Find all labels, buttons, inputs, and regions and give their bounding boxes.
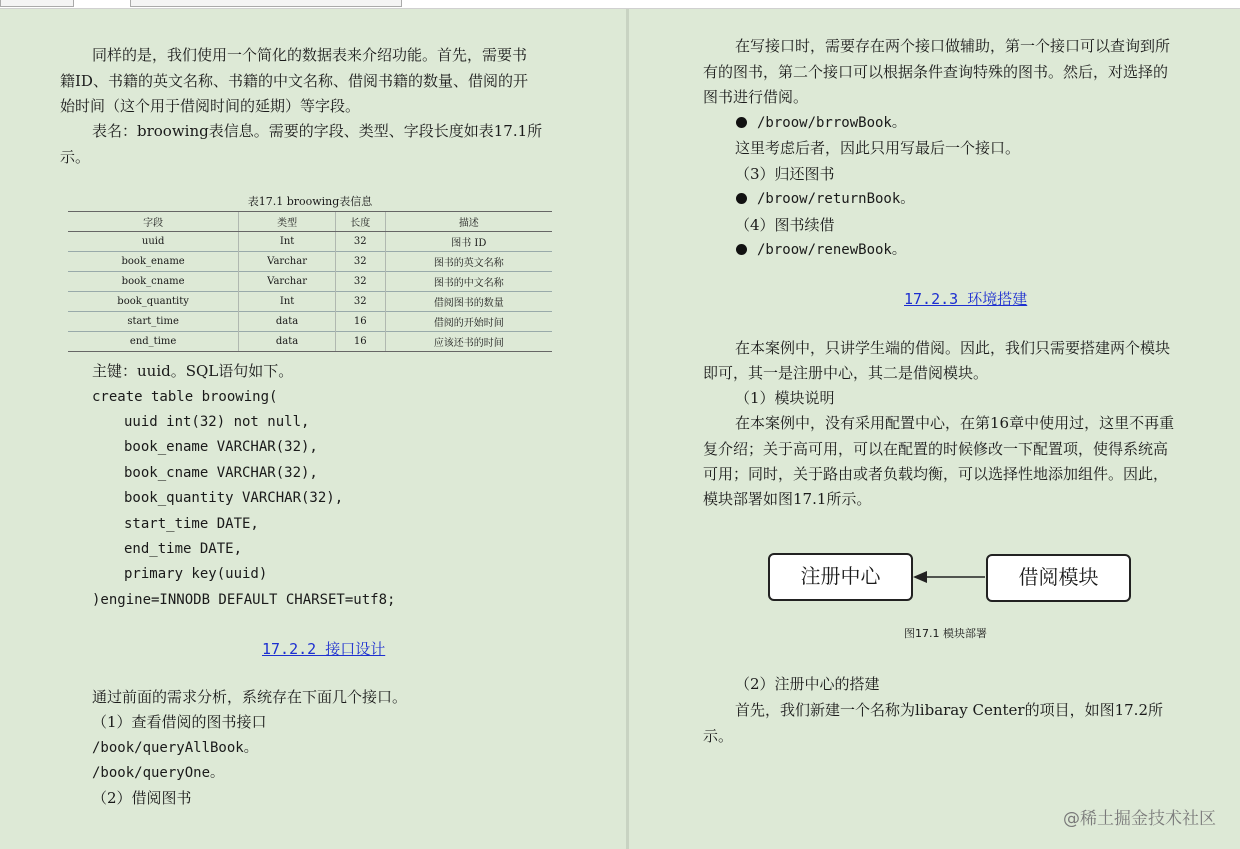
- text-line: 始时间（这个用于借阅时间的延期）等字段。: [60, 97, 361, 115]
- text-line: （3）归还图书: [735, 165, 835, 183]
- code-line: book_cname VARCHAR(32),: [124, 465, 318, 481]
- text-line: /broow/returnBook。: [757, 191, 915, 207]
- table-cell: 32: [335, 292, 385, 312]
- arrow-connector: [911, 565, 987, 589]
- watermark: @稀土掘金技术社区: [1063, 809, 1216, 829]
- table-cell: book_cname: [68, 272, 239, 292]
- code-line: uuid int(32) not null,: [124, 414, 310, 430]
- table-header-cell: 字段: [68, 212, 239, 232]
- table-cell: 图书 ID: [385, 232, 552, 252]
- text-line: 示。: [60, 148, 91, 166]
- text-line: 在本案例中，没有采用配置中心，在第16章中使用过，这里不再重: [735, 414, 1175, 432]
- table-row: [68, 252, 552, 272]
- text-line: 模块部署如图17.1所示。: [703, 490, 872, 508]
- code-line: book_quantity VARCHAR(32),: [124, 490, 344, 506]
- table-cell: data: [239, 312, 336, 332]
- text-line: /broow/renewBook。: [757, 242, 906, 258]
- table-cell: 32: [335, 272, 385, 292]
- code-line: create table broowing(: [92, 389, 278, 405]
- text-line: 可用；同时，关于路由或者负载均衡，可以选择性地添加组件。因此，: [703, 465, 1169, 483]
- table-row: [68, 232, 552, 252]
- text-line: 表名：broowing表信息。需要的字段、类型、字段长度如表17.1所: [92, 122, 543, 140]
- table-cell: Int: [239, 232, 336, 252]
- table-cell: Varchar: [239, 272, 336, 292]
- text-line: 通过前面的需求分析，系统存在下面几个接口。: [92, 688, 408, 706]
- text-line: 同样的是，我们使用一个简化的数据表来介绍功能。首先，需要书: [92, 46, 528, 64]
- table-cell: 图书的英文名称: [385, 252, 552, 272]
- text-line: 示。: [703, 727, 734, 745]
- table-header-cell: 类型: [239, 212, 336, 232]
- section-heading-link[interactable]: 17.2.2 接口设计: [262, 640, 386, 658]
- table-cell: 16: [335, 332, 385, 352]
- table-row: [68, 292, 552, 312]
- table-row: [68, 312, 552, 332]
- arrow-head: [913, 571, 927, 583]
- table-cell: data: [239, 332, 336, 352]
- table-cell: book_ename: [68, 252, 239, 272]
- toolbar-field[interactable]: [130, 0, 402, 7]
- toolbar-strip: [0, 0, 1240, 9]
- text-line: 籍ID、书籍的英文名称、书籍的中文名称、借阅书籍的数量、借阅的开: [60, 72, 528, 90]
- left-page: [0, 9, 626, 849]
- text-line: 图书进行借阅。: [703, 88, 809, 106]
- text-line: （1）查看借阅的图书接口: [92, 713, 267, 731]
- text-line: 首先，我们新建一个名称为libaray Center的项目，如图17.2所: [735, 701, 1163, 719]
- table-cell: uuid: [68, 232, 239, 252]
- table-header-cell: 长度: [335, 212, 385, 232]
- table-header-row: [68, 212, 552, 232]
- toolbar-field[interactable]: [0, 0, 74, 7]
- text-line: （2）借阅图书: [92, 789, 192, 807]
- table-cell: book_quantity: [68, 292, 239, 312]
- figure-caption: 图17.1 模块部署: [904, 627, 987, 640]
- table-cell: 32: [335, 252, 385, 272]
- right-page: [629, 9, 1240, 849]
- code-line: book_ename VARCHAR(32),: [124, 439, 318, 455]
- section-heading-link[interactable]: 17.2.3 环境搭建: [904, 290, 1028, 308]
- broowing-table: [68, 211, 552, 352]
- code-line: start_time DATE,: [124, 516, 259, 532]
- text-line: （2）注册中心的搭建: [735, 675, 880, 693]
- text-line: （4）图书续借: [735, 216, 835, 234]
- table-cell: Varchar: [239, 252, 336, 272]
- table-cell: end_time: [68, 332, 239, 352]
- table-cell: start_time: [68, 312, 239, 332]
- bullet-dot: [736, 193, 747, 204]
- code-line: end_time DATE,: [124, 541, 243, 557]
- table-caption: 表17.1 broowing表信息: [247, 195, 373, 208]
- table-header-cell: 描述: [385, 212, 552, 232]
- text-line: （1）模块说明: [735, 389, 835, 407]
- code-line: )engine=INNODB DEFAULT CHARSET=utf8;: [92, 592, 396, 608]
- table-cell: 借阅图书的数量: [385, 292, 552, 312]
- text-line: /broow/brrowBook。: [757, 115, 906, 131]
- borrow-module-box: 借阅模块: [986, 554, 1131, 602]
- table-row: [68, 332, 552, 352]
- bullet-dot: [736, 117, 747, 128]
- text-line: /book/queryOne。: [92, 765, 225, 781]
- text-line: 在本案例中，只讲学生端的借阅。因此，我们只需要搭建两个模块: [735, 339, 1171, 357]
- registry-center-box: 注册中心: [768, 553, 913, 601]
- text-line: /book/queryAllBook。: [92, 740, 258, 756]
- table-cell: 图书的中文名称: [385, 272, 552, 292]
- text-line: 复介绍；关于高可用，可以在配置的时候修改一下配置项，使得系统高: [703, 440, 1169, 458]
- text-line: 这里考虑后者，因此只用写最后一个接口。: [735, 139, 1021, 157]
- bullet-dot: [736, 244, 747, 255]
- text-line: 有的图书，第二个接口可以根据条件查询特殊的图书。然后，对选择的: [703, 63, 1169, 81]
- table-row: [68, 272, 552, 292]
- text-line: 即可，其一是注册中心，其二是借阅模块。: [703, 364, 989, 382]
- text-line: 在写接口时，需要存在两个接口做辅助，第一个接口可以查询到所: [735, 37, 1171, 55]
- text-line: 主键：uuid。SQL语句如下。: [92, 362, 294, 380]
- table-cell: 32: [335, 232, 385, 252]
- table-cell: 16: [335, 312, 385, 332]
- table-cell: 应该还书的时间: [385, 332, 552, 352]
- table-cell: Int: [239, 292, 336, 312]
- code-line: primary key(uuid): [124, 566, 268, 582]
- table-cell: 借阅的开始时间: [385, 312, 552, 332]
